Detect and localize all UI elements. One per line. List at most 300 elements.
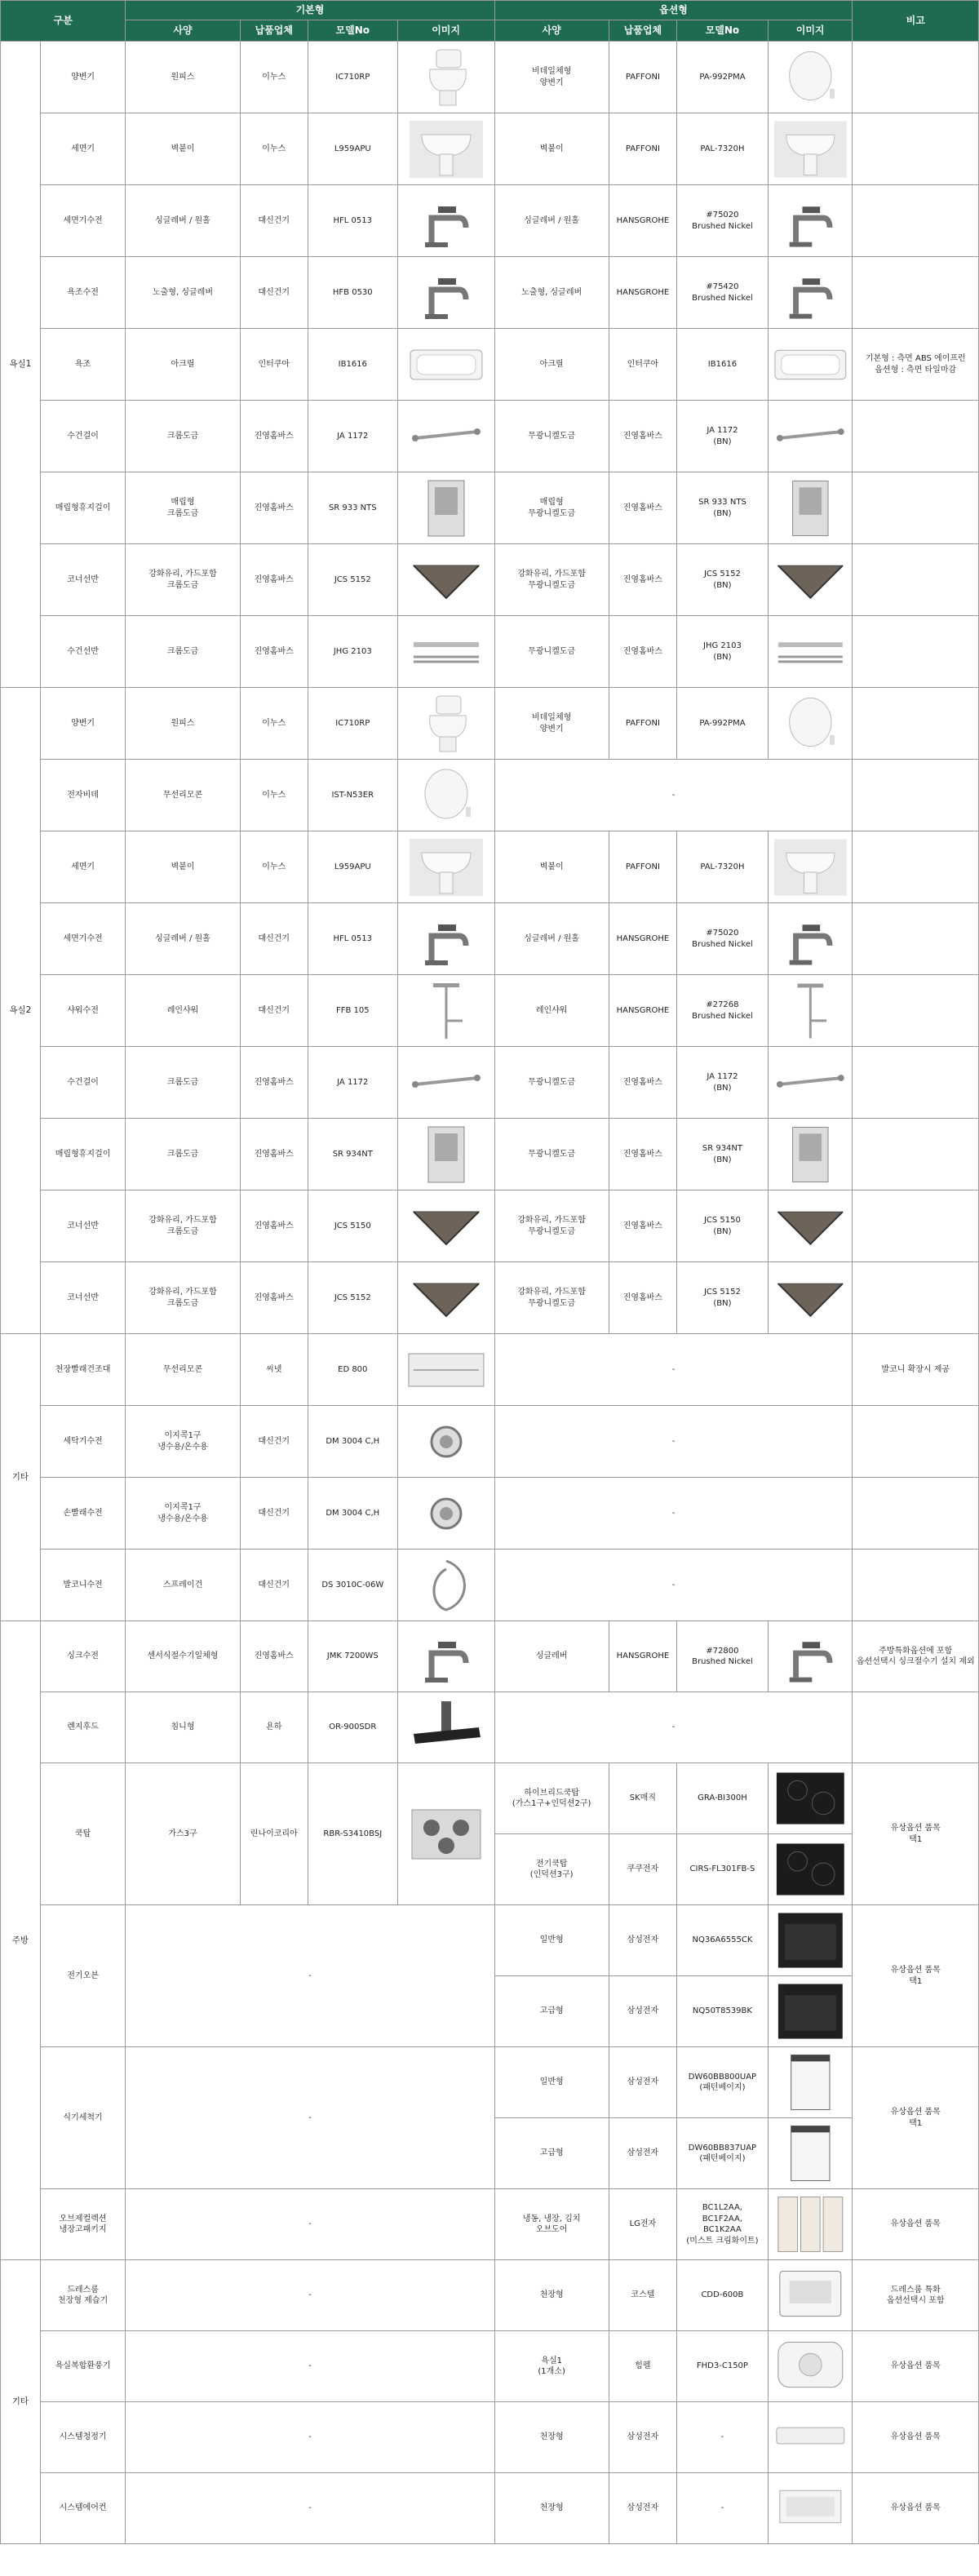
option-model: SR 934NT (BN) [677,1119,769,1190]
item-name: 수건걸이 [40,1047,126,1119]
basic-image-graphic [400,1194,493,1259]
basic-vendor: 진영홈바스 [240,616,308,688]
table-row [1,1047,979,1119]
option-image [768,42,853,113]
option-spec: 노출형, 싱글레버 [494,257,609,329]
basic-image [397,544,494,616]
header-option-model: 모델No [677,20,769,42]
basic-spec: 강화유리, 가드포함 크롬도금 [126,1190,240,1262]
basic-spec: 크롬도금 [126,616,240,688]
item-name: 세면기수전 [40,185,126,257]
item-name: 욕조수전 [40,257,126,329]
basic-vendor: 씨넷 [240,1334,308,1406]
table-row [1,329,979,401]
table-row [1,113,979,185]
basic-vendor: 진영홈바스 [240,472,308,544]
basic-model: RBR-S3410BSJ [308,1763,397,1905]
table-row [1,2331,979,2402]
option-spec: 고급형 [494,2118,609,2189]
item-name: 매립형휴지걸이 [40,472,126,544]
option-image [768,185,853,257]
note-cell [853,185,979,257]
option-spec: 싱글레버 [494,1621,609,1692]
item-name: 전자비데 [40,760,126,831]
note-cell [853,831,979,903]
note-cell: 유상옵션 품목 택1 [853,2047,979,2189]
basic-image-graphic [400,1050,493,1115]
basic-spec: 강화유리, 가드포함 크롬도금 [126,1262,240,1334]
option-image [768,903,853,975]
table-row [1,903,979,975]
option-image-graphic [770,978,851,1044]
basic-image-graphic [400,978,493,1044]
basic-spec: 벽붙이 [126,831,240,903]
basic-spec: 크롬도금 [126,1047,240,1119]
basic-model: DM 3004 C,H [308,1478,397,1550]
option-model: #72800 Brushed Nickel [677,1621,769,1692]
basic-model: HFL 0513 [308,185,397,257]
option-image-graphic [770,907,851,972]
basic-image-graphic [400,332,493,397]
option-empty: - [494,1550,853,1621]
option-image [768,831,853,903]
option-model: JHG 2103 (BN) [677,616,769,688]
option-image [768,1119,853,1190]
option-model: PAL-7320H [677,113,769,185]
basic-vendor: 대신건기 [240,903,308,975]
option-vendor: HANSGROHE [609,257,676,329]
table-row [1,2260,979,2331]
option-vendor: 진영홈바스 [609,1119,676,1190]
basic-empty: - [126,2473,494,2544]
note-cell: 드레스룸 특화 옵션선택시 포함 [853,2260,979,2331]
option-spec: 비데일체형 양변기 [494,688,609,760]
option-image-graphic [770,2192,851,2257]
note-cell [853,1047,979,1119]
option-spec: 싱글레버 / 원홀 [494,185,609,257]
basic-image [397,329,494,401]
basic-image-graphic [400,763,493,828]
group-etc2: 기타 [1,2260,41,2544]
option-spec: 강화유리, 가드포함 무광니켈도금 [494,1262,609,1334]
option-image [768,544,853,616]
basic-image-graphic [400,1695,493,1760]
basic-model: HFL 0513 [308,903,397,975]
option-vendor: HANSGROHE [609,903,676,975]
basic-vendor: 진영홈바스 [240,1047,308,1119]
option-spec: 무광니켈도금 [494,1047,609,1119]
basic-image [397,760,494,831]
table-row [1,760,979,831]
item-name: 세탁기수전 [40,1406,126,1478]
option-model: NQ36A6555CK [677,1905,769,1976]
header-basic-image: 이미지 [397,20,494,42]
option-model: CIRS-FL301FB-S [677,1834,769,1905]
option-spec: 냉동, 냉장, 김치 오브도어 [494,2189,609,2260]
table-row [1,2047,979,2118]
option-vendor: HANSGROHE [609,1621,676,1692]
basic-image [397,472,494,544]
note-cell: 주방특화옵션에 포함 옵션선택시 싱크절수기 설치 제외 [853,1621,979,1692]
header-basic-vendor: 납품업체 [240,20,308,42]
option-image-graphic [770,2263,851,2328]
basic-image [397,616,494,688]
option-image-graphic [770,1908,851,1973]
basic-vendor: 대신건기 [240,257,308,329]
note-cell [853,1190,979,1262]
table-row [1,257,979,329]
option-image [768,2189,853,2260]
basic-image [397,1621,494,1692]
option-image-graphic [770,2334,851,2399]
header-option-vendor: 납품업체 [609,20,676,42]
basic-image [397,113,494,185]
basic-image [397,688,494,760]
option-model: JCS 5150 (BN) [677,1190,769,1262]
basic-model: JMK 7200WS [308,1621,397,1692]
header-category: 구분 [1,1,126,42]
note-cell [853,688,979,760]
item-name: 세면기수전 [40,903,126,975]
option-image-graphic [770,188,851,254]
option-vendor: 진영홈바스 [609,1190,676,1262]
table-row [1,472,979,544]
basic-spec: 무선리모콘 [126,760,240,831]
basic-spec: 매립형 크롬도금 [126,472,240,544]
option-image [768,472,853,544]
basic-image [397,42,494,113]
basic-model: IB1616 [308,329,397,401]
item-name: 코너선반 [40,1262,126,1334]
option-image-graphic [770,1624,851,1689]
table-row [1,1763,979,1834]
option-model: FHD3-C150P [677,2331,769,2402]
basic-image [397,401,494,472]
option-vendor: HANSGROHE [609,975,676,1047]
option-image [768,2473,853,2544]
header-basic: 기본형 [126,1,494,20]
basic-model: L959APU [308,113,397,185]
option-spec: 무광니켈도금 [494,401,609,472]
option-model: - [677,2473,769,2544]
option-model: JA 1172 (BN) [677,401,769,472]
note-cell [853,1406,979,1478]
option-spec: 무광니켈도금 [494,1119,609,1190]
table-row [1,975,979,1047]
option-spec: 천장형 [494,2473,609,2544]
note-cell [853,1119,979,1190]
basic-model: IC710RP [308,688,397,760]
option-model: DW60BB837UAP (패턴베이지) [677,2118,769,2189]
option-vendor: SK매직 [609,1763,676,1834]
group-etc: 기타 [1,1334,41,1621]
basic-vendor: 린나이코리아 [240,1763,308,1905]
option-empty: - [494,1334,853,1406]
note-cell: 기본형 : 측면 ABS 에이프런 옵션형 : 측면 타일마감 [853,329,979,401]
note-cell [853,257,979,329]
note-cell [853,1262,979,1334]
basic-spec: 벽붙이 [126,113,240,185]
basic-vendor: 진영홈바스 [240,1262,308,1334]
option-model: PA-992PMA [677,688,769,760]
note-cell [853,1478,979,1550]
note-cell [853,903,979,975]
item-name: 시스템에어컨 [40,2473,126,2544]
note-cell: 유상옵션 품목 [853,2189,979,2260]
option-spec: 레인샤워 [494,975,609,1047]
table-row [1,2189,979,2260]
basic-image-graphic [400,619,493,685]
option-image [768,2118,853,2189]
note-cell [853,472,979,544]
basic-model: OR-900SDR [308,1692,397,1763]
option-vendor: 진영홈바스 [609,1262,676,1334]
table-body [1,42,979,2544]
option-spec: 강화유리, 가드포함 무광니켈도금 [494,1190,609,1262]
basic-spec: 원피스 [126,42,240,113]
option-model: CDD-600B [677,2260,769,2331]
basic-spec: 크롬도금 [126,1119,240,1190]
option-image [768,329,853,401]
option-model: SR 933 NTS (BN) [677,472,769,544]
basic-vendor: 대신건기 [240,185,308,257]
basic-image-graphic [400,1409,493,1474]
note-cell [853,760,979,831]
basic-spec: 싱글레버 / 원홀 [126,903,240,975]
basic-model: L959APU [308,831,397,903]
group-bath1: 욕실1 [1,42,41,688]
header-note: 비고 [853,1,979,42]
option-image-graphic [770,1766,851,1831]
option-image-graphic [770,260,851,326]
note-cell: 유상옵션 품목 [853,2473,979,2544]
item-name: 전기오븐 [40,1905,126,2047]
option-image-graphic [770,45,851,110]
option-image [768,1976,853,2047]
basic-vendor: 이누스 [240,760,308,831]
option-model: DW60BB800UAP (패턴베이지) [677,2047,769,2118]
header-option-spec: 사양 [494,20,609,42]
note-cell: 유상옵션 품목 택1 [853,1905,979,2047]
item-name: 코너선반 [40,544,126,616]
item-name: 수건선반 [40,616,126,688]
basic-image [397,1262,494,1334]
option-image [768,401,853,472]
option-image [768,1905,853,1976]
option-model: IB1616 [677,329,769,401]
basic-model: FFB 105 [308,975,397,1047]
option-spec: 무광니켈도금 [494,616,609,688]
option-empty: - [494,1406,853,1478]
table-row [1,1334,979,1406]
option-image-graphic [770,2121,851,2186]
option-vendor: PAFFONI [609,113,676,185]
option-image [768,2047,853,2118]
basic-image-graphic [400,260,493,326]
option-image [768,257,853,329]
option-vendor: PAFFONI [609,688,676,760]
table-row [1,185,979,257]
basic-spec: 싱글레버 / 원홀 [126,185,240,257]
basic-spec: 센서식절수기일체형 [126,1621,240,1692]
basic-image-graphic [400,907,493,972]
basic-image [397,975,494,1047]
basic-image-graphic [400,476,493,541]
basic-image-graphic [400,404,493,469]
basic-model: SR 933 NTS [308,472,397,544]
option-vendor: 삼성전자 [609,2118,676,2189]
option-image-graphic [770,117,851,182]
basic-vendor: 이누스 [240,688,308,760]
basic-model: SR 934NT [308,1119,397,1190]
item-name: 오브제컬렉션 냉장고패키지 [40,2189,126,2260]
basic-spec: 레인샤워 [126,975,240,1047]
basic-model: IST-N53ER [308,760,397,831]
basic-image [397,831,494,903]
note-cell [853,1550,979,1621]
option-image [768,1763,853,1834]
basic-spec: 가스3구 [126,1763,240,1905]
item-name: 코너선반 [40,1190,126,1262]
basic-spec: 크롬도금 [126,401,240,472]
option-empty: - [494,1478,853,1550]
basic-spec: 강화유리, 가드포함 크롬도금 [126,544,240,616]
option-spec: 매립형 무광니켈도금 [494,472,609,544]
option-vendor: 진영홈바스 [609,1047,676,1119]
basic-spec: 스프레이건 [126,1550,240,1621]
option-model: JA 1172 (BN) [677,1047,769,1119]
table-row [1,1550,979,1621]
option-image-graphic [770,2476,851,2541]
option-image-graphic [770,1266,851,1331]
table-row [1,1190,979,1262]
option-model: BC1L2AA, BC1F2AA, BC1K2AA (미스트 크림화이트) [677,2189,769,2260]
basic-image [397,1190,494,1262]
basic-image [397,1692,494,1763]
basic-empty: - [126,2189,494,2260]
basic-spec: 노출형, 싱글레버 [126,257,240,329]
option-model: NQ50T8539BK [677,1976,769,2047]
basic-empty: - [126,2402,494,2473]
option-empty: - [494,760,853,831]
option-vendor: 진영홈바스 [609,544,676,616]
option-model: PA-992PMA [677,42,769,113]
basic-image-graphic [400,1266,493,1331]
note-cell: 유상옵션 품목 [853,2331,979,2402]
option-vendor: PAFFONI [609,42,676,113]
option-model: GRA-BI300H [677,1763,769,1834]
basic-model: ED 800 [308,1334,397,1406]
option-image-graphic [770,404,851,469]
basic-spec: 침니형 [126,1692,240,1763]
option-model: #75420 Brushed Nickel [677,257,769,329]
basic-vendor: 이누스 [240,831,308,903]
basic-vendor: 이누스 [240,42,308,113]
basic-model: JA 1172 [308,401,397,472]
option-model: #27268 Brushed Nickel [677,975,769,1047]
basic-model: JA 1172 [308,1047,397,1119]
basic-image [397,1334,494,1406]
option-spec: 욕실1 (1개소) [494,2331,609,2402]
option-model: JCS 5152 (BN) [677,544,769,616]
option-vendor: 쿠쿠전자 [609,1834,676,1905]
basic-vendor: 대신건기 [240,1478,308,1550]
basic-spec: 아크릴 [126,329,240,401]
note-cell [853,42,979,113]
option-image [768,1190,853,1262]
table-row [1,42,979,113]
option-image-graphic [770,476,851,541]
group-kitchen: 주방 [1,1621,41,2260]
basic-image-graphic [400,1553,493,1618]
basic-vendor: 진영홈바스 [240,544,308,616]
note-cell: 유상옵션 품목 [853,2402,979,2473]
basic-image-graphic [400,45,493,110]
item-name: 세면기 [40,831,126,903]
basic-spec: 원피스 [126,688,240,760]
option-spec: 벽붙이 [494,113,609,185]
group-bath2: 욕실2 [1,688,41,1334]
option-spec: 하이브리드쿡탑 (가스1구+인덕션2구) [494,1763,609,1834]
basic-image [397,1478,494,1550]
table-row [1,1905,979,1976]
basic-empty: - [126,1905,494,2047]
option-image [768,1834,853,1905]
basic-image-graphic [400,1802,493,1867]
option-image-graphic [770,1837,851,1902]
option-image [768,1047,853,1119]
basic-image [397,903,494,975]
basic-model: JCS 5152 [308,1262,397,1334]
option-spec: 강화유리, 가드포함 무광니켈도금 [494,544,609,616]
option-image [768,975,853,1047]
basic-image [397,1119,494,1190]
option-vendor: 삼성전자 [609,1976,676,2047]
basic-spec: 이지콕1구 냉수용/온수용 [126,1406,240,1478]
item-name: 샤워수전 [40,975,126,1047]
basic-image-graphic [400,1122,493,1187]
note-cell: 발코니 확장시 제공 [853,1334,979,1406]
table-row [1,1478,979,1550]
basic-model: DM 3004 C,H [308,1406,397,1478]
basic-image-graphic [400,1337,493,1403]
item-name: 식기세척기 [40,2047,126,2189]
option-vendor: 진영홈바스 [609,472,676,544]
basic-image-graphic [400,835,493,900]
option-image-graphic [770,2405,851,2470]
note-cell [853,113,979,185]
item-name: 드레스룸 천장형 제습기 [40,2260,126,2331]
basic-model: IC710RP [308,42,397,113]
option-spec: 천장형 [494,2260,609,2331]
basic-image [397,1550,494,1621]
option-vendor: PAFFONI [609,831,676,903]
item-name: 손빨래수전 [40,1478,126,1550]
basic-model: JCS 5152 [308,544,397,616]
option-model: PAL-7320H [677,831,769,903]
option-image-graphic [770,1050,851,1115]
option-model: #75020 Brushed Nickel [677,903,769,975]
basic-image-graphic [400,1624,493,1689]
header-basic-model: 모델No [308,20,397,42]
option-image [768,1262,853,1334]
option-vendor: 인터쿠아 [609,329,676,401]
basic-vendor: 대신건기 [240,1406,308,1478]
basic-image-graphic [400,548,493,613]
option-vendor: 삼성전자 [609,2402,676,2473]
option-spec: 전기쿡탑 (인덕션3구) [494,1834,609,1905]
option-image [768,2402,853,2473]
